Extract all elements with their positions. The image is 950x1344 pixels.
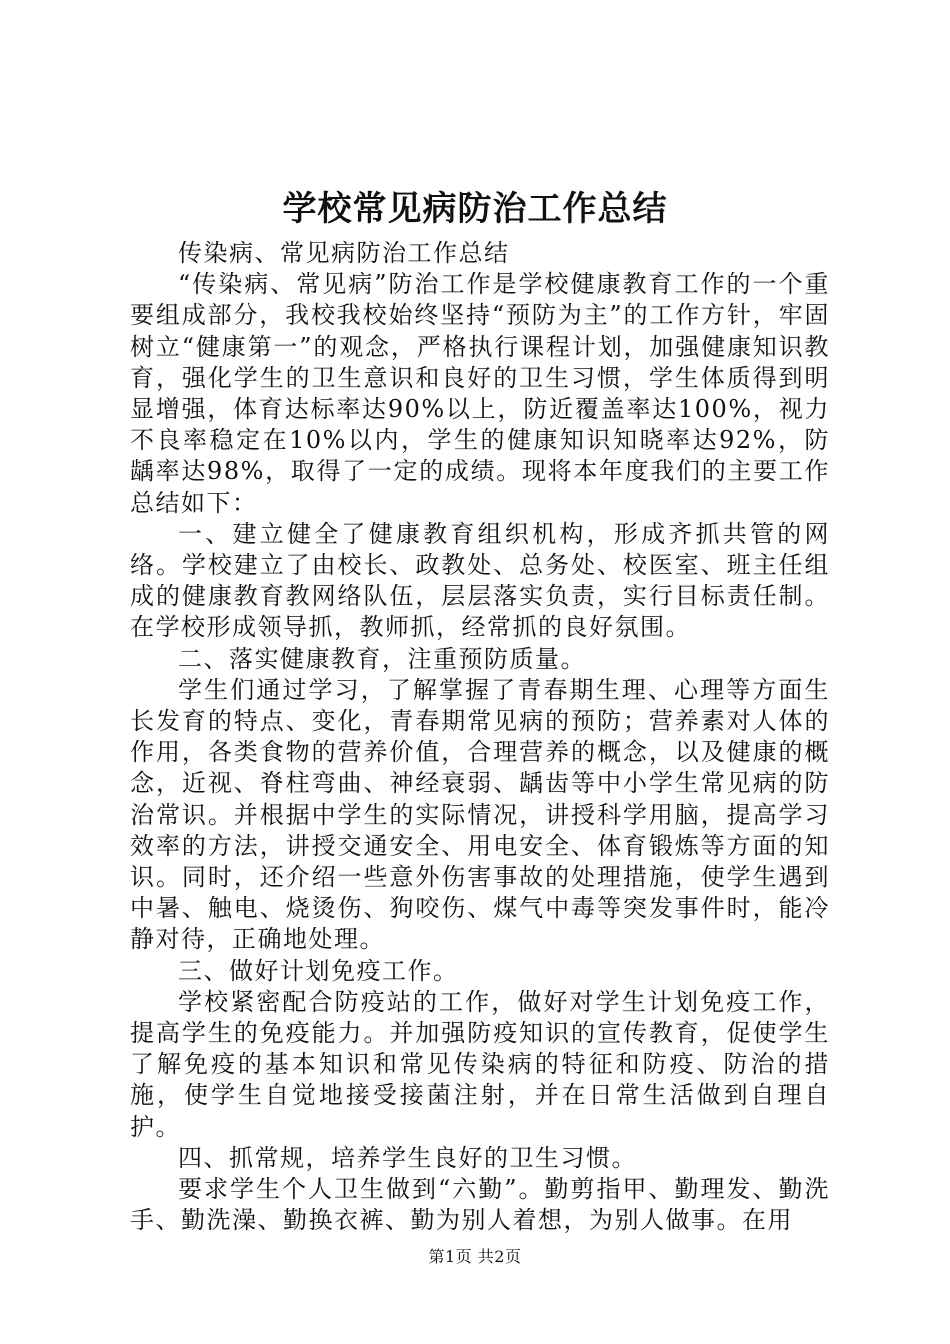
paragraph-intro: “传染病、常见病”防治工作是学校健康教育工作的一个重要组成部分，我校我校始终坚持“预防为主”的工作方针，牢固树立“健康第一”的观念，严格执行课程计划，加强健康知识教育，强化学生的卫生意识和良好的卫生习惯，学生体质得到明显增强，体育达标率达90%以上，防近覆盖率达100%，视力不良率稳定在10%以内，学生的健康知识知晓率达92%，防龋率达98%，取得了一定的成绩。现将本年度我们的主要工作总结如下： <box>130 270 830 517</box>
paragraph-subtitle: 传染病、常见病防治工作总结 <box>178 239 510 267</box>
paragraph-section-1: 一、建立健全了健康教育组织机构，形成齐抓共管的网络。学校建立了由校长、政教处、总务处、校医室、班主任组成的健康教育教网络队伍，层层落实负责，实行目标责任制。在学校形成领导抓，教师抓，经常抓的良好氛围。 <box>130 519 830 642</box>
paragraph-section-4: 要求学生个人卫生做到“六勤”。勤剪指甲、勤理发、勤洗手、勤洗澡、勤换衣裤、勤为别人着想，为别人做事。在用 <box>130 1175 830 1235</box>
page-number-footer: 第1页 共2页 <box>428 1247 522 1266</box>
paragraph-section-3: 学校紧密配合防疫站的工作，做好对学生计划免疫工作，提高学生的免疫能力。并加强防疫知识的宣传教育，促使学生了解免疫的基本知识和常见传染病的特征和防疫、防治的措施，使学生自觉地接受接菌注射，并在日常生活做到自理自护。 <box>130 987 830 1141</box>
document-body <box>130 238 830 1237</box>
document-title: 学校常见病防治工作总结 <box>282 189 668 229</box>
paragraph-heading-2: 二、落实健康教育，注重预防质量。 <box>178 644 586 673</box>
paragraph-section-2: 学生们通过学习，了解掌握了青春期生理、心理等方面生长发育的特点、变化，青春期常见病的预防；营养素对人体的作用，各类食物的营养价值，合理营养的概念，以及健康的概念，近视、脊柱弯曲、神经衰弱、龋齿等中小学生常见病的防治常识。并根据中学生的实际情况，讲授科学用脑，提高学习效率的方法，讲授交通安全、用电安全、体育锻炼等方面的知识。同时，还介绍一些意外伤害事故的处理措施，使学生遇到中暑、触电、烧烫伤、狗咬伤、煤气中毒等突发事件时，能冷静对待，正确地处理。 <box>130 675 830 954</box>
paragraph-heading-4: 四、抓常规，培养学生良好的卫生习惯。 <box>178 1143 637 1172</box>
paragraph-heading-3: 三、做好计划免疫工作。 <box>178 956 459 985</box>
